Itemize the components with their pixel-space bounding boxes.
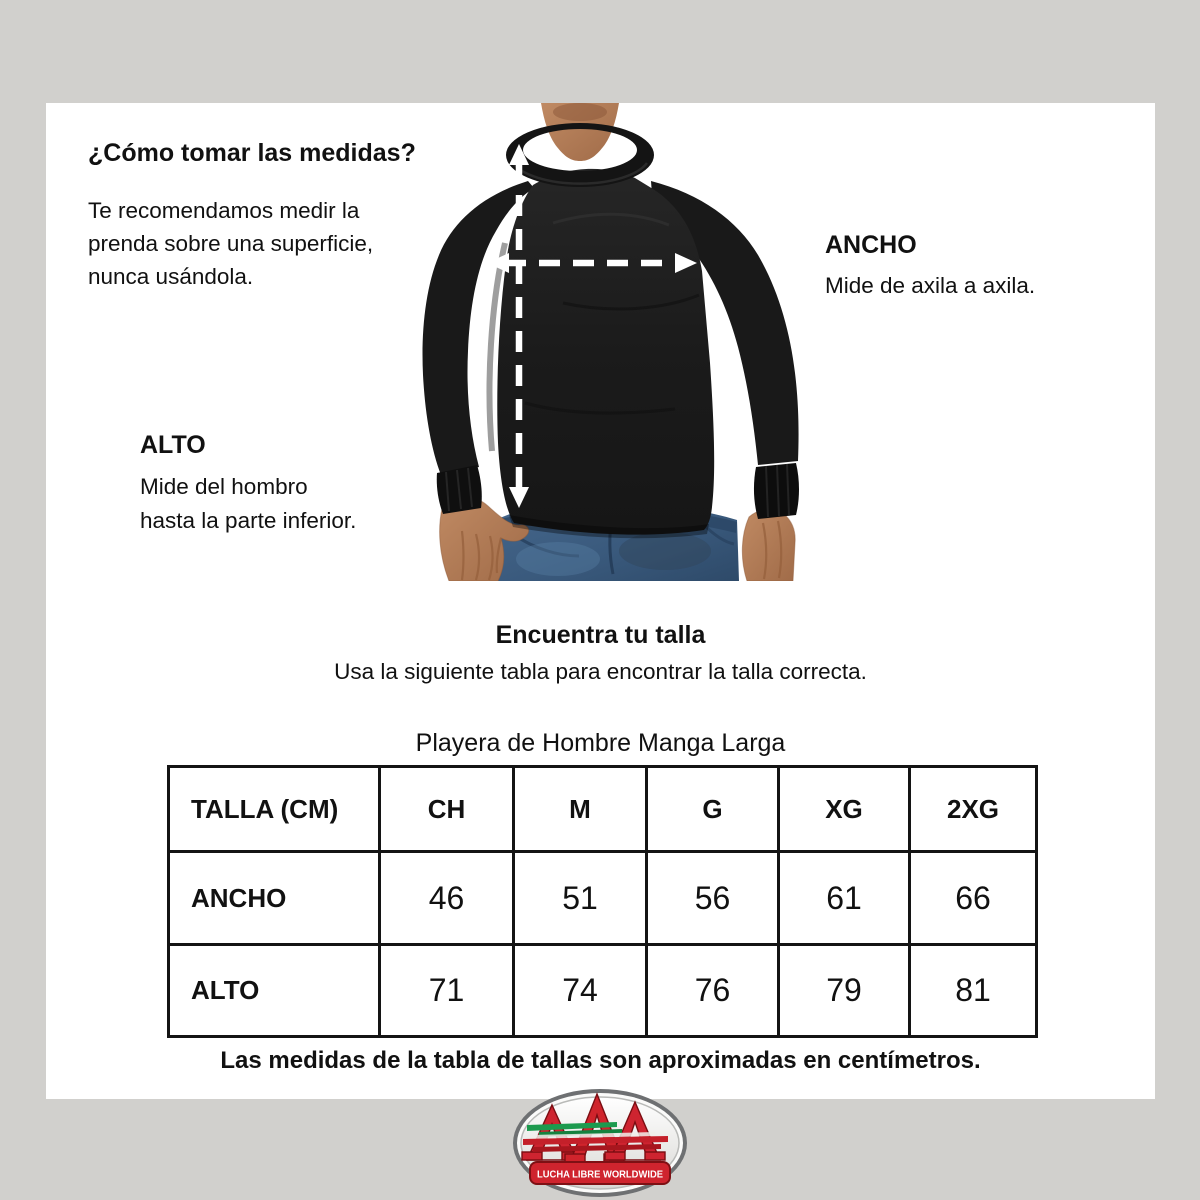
- ancho-title: ANCHO: [825, 231, 917, 259]
- row-label-ancho: ANCHO: [169, 852, 380, 945]
- alto-title: ALTO: [140, 431, 206, 459]
- alto-m: 74: [514, 945, 647, 1037]
- ancho-ch: 46: [380, 852, 514, 945]
- col-header-2xg: 2XG: [910, 767, 1037, 852]
- ancho-xg: 61: [779, 852, 910, 945]
- how-to-line-1: Te recomendamos medir la: [88, 198, 360, 223]
- col-header-xg: XG: [779, 767, 910, 852]
- aaa-lucha-libre-logo: [505, 1086, 695, 1200]
- alto-callout: [140, 431, 356, 538]
- long-sleeve-shirt: [423, 169, 799, 538]
- right-hand: [742, 509, 795, 581]
- alto-description: [140, 470, 356, 538]
- how-to-line-3: nunca usándola.: [88, 264, 254, 289]
- ancho-g: 56: [647, 852, 779, 945]
- col-header-g: G: [647, 767, 779, 852]
- how-to-line-2: prenda sobre una superficie,: [88, 231, 374, 256]
- alto-line-2: hasta la parte inferior.: [140, 508, 357, 533]
- alto-line-1: Mide del hombro: [140, 474, 308, 499]
- alto-2xg: 81: [910, 945, 1037, 1037]
- find-size-title: Encuentra tu talla: [495, 621, 706, 649]
- row-label-alto: ALTO: [169, 945, 380, 1037]
- col-header-ch: CH: [380, 767, 514, 852]
- ancho-callout: [825, 231, 1035, 301]
- neck: [541, 103, 619, 161]
- size-table-header-row: [169, 767, 1037, 852]
- shirt-photo: [413, 103, 803, 581]
- logo-banner: [530, 1162, 670, 1184]
- size-table-row-ancho: [169, 852, 1037, 945]
- size-table-row-alto: [169, 945, 1037, 1037]
- ancho-description: Mide de axila a axila.: [825, 273, 1036, 298]
- how-to-heading: ¿Cómo tomar las medidas?: [88, 139, 416, 167]
- alto-g: 76: [647, 945, 779, 1037]
- logo-tagline: LUCHA LIBRE WORLDWIDE: [537, 1169, 664, 1181]
- measurements-note: Las medidas de la tabla de tallas son aproximadas en centímetros.: [220, 1047, 981, 1074]
- size-table: [167, 765, 1038, 1038]
- how-to-body: [88, 194, 373, 293]
- alto-xg: 79: [779, 945, 910, 1037]
- alto-ch: 71: [380, 945, 514, 1037]
- ancho-2xg: 66: [910, 852, 1037, 945]
- col-header-m: M: [514, 767, 647, 852]
- size-table-title: Playera de Hombre Manga Larga: [415, 729, 786, 757]
- ancho-m: 51: [514, 852, 647, 945]
- find-size-subtitle: Usa la siguiente tabla para encontrar la talla correcta.: [334, 659, 867, 684]
- col-header-talla: TALLA (CM): [169, 767, 380, 852]
